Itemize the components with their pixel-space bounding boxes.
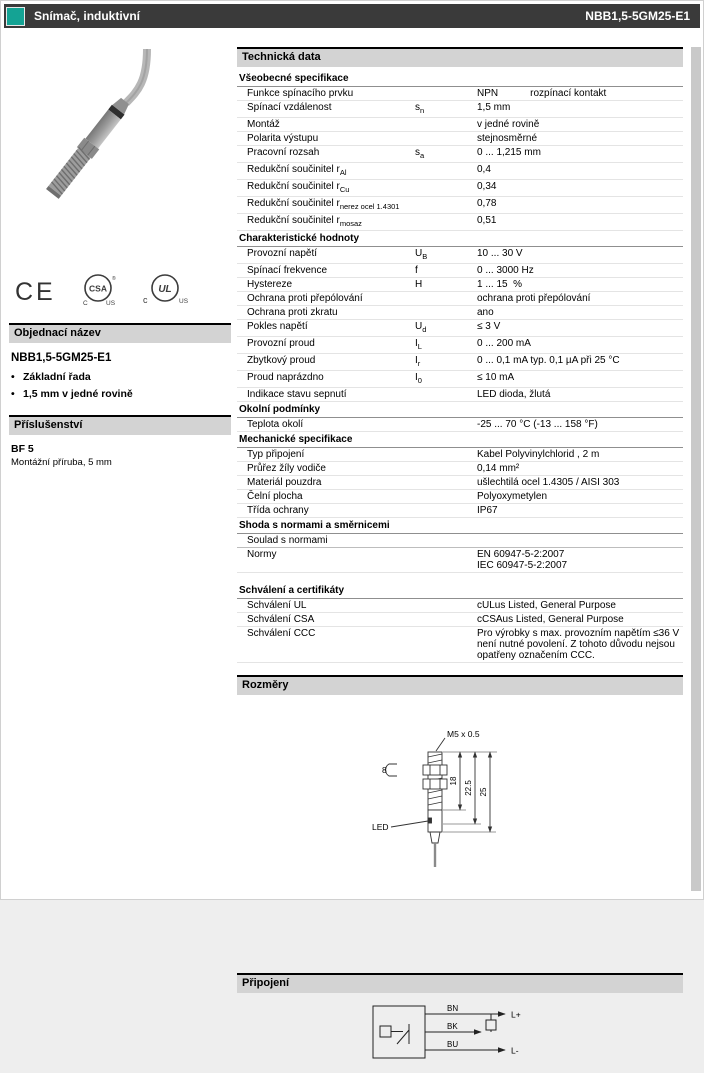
spec-symbol: f <box>415 265 418 276</box>
spec-value: ≤ 3 V <box>477 321 501 332</box>
spec-symbol <box>415 477 477 488</box>
spec-section-header: Schválení a certifikáty <box>237 583 683 599</box>
sensor-photo-graphic <box>9 47 231 259</box>
spec-value: v jedné rovině <box>477 119 540 130</box>
spec-section-header: Mechanické specifikace <box>237 432 683 448</box>
svg-text:US: US <box>105 300 115 307</box>
spec-symbol <box>415 419 477 430</box>
svg-text:BN: BN <box>447 1004 459 1013</box>
spec-symbol <box>415 491 477 502</box>
spec-symbol <box>415 88 477 99</box>
order-name-header: Objednací název <box>9 323 231 343</box>
svg-text:8: 8 <box>382 764 387 775</box>
spec-row <box>237 476 683 490</box>
bullet-dot-icon: • <box>11 388 15 400</box>
svg-text:18: 18 <box>449 776 458 785</box>
spec-symbol: $U_B$ <box>415 248 428 261</box>
svg-text:BU: BU <box>447 1040 459 1049</box>
spec-value <box>477 535 683 546</box>
spec-value: cCSAus Listed, General Purpose <box>477 614 624 625</box>
spec-value: stejnosměrné <box>477 133 538 144</box>
spec-label: Soulad s normami <box>247 535 328 546</box>
spec-row <box>237 613 683 627</box>
spec-value: 0 ... 3000 Hz <box>477 265 534 276</box>
spec-symbol: $I_r$ <box>415 355 421 368</box>
svg-text:22.5: 22.5 <box>464 779 473 796</box>
spec-value: 0,14 mm² <box>477 463 520 474</box>
spec-row <box>237 534 683 548</box>
spec-symbol: $s_n$ <box>415 102 425 115</box>
spec-symbol <box>415 449 477 460</box>
spec-row <box>237 264 683 278</box>
spec-label: Normy <box>247 549 277 560</box>
order-product-name: NBB1,5-5GM25-E1 <box>11 352 112 364</box>
spec-value: LED dioda, žlutá <box>477 389 551 400</box>
spec-row <box>237 146 683 163</box>
svg-text:c: c <box>142 295 148 305</box>
spec-section-header: Shoda s normami a směrnicemi <box>237 518 683 534</box>
spec-value: ušlechtilá ocel 1.4305 / AISI 303 <box>477 477 620 488</box>
spec-symbol <box>415 535 477 546</box>
spec-row <box>237 101 683 118</box>
spec-label: Redukční součinitel $r_{Cu}$ <box>247 181 350 194</box>
svg-text:UL: UL <box>158 284 172 295</box>
bullet-text: 1,5 mm v jedné rovině <box>23 388 133 400</box>
spec-row <box>237 462 683 476</box>
spec-label: Redukční součinitel $r_{nerez ocel 1.4301}$ <box>247 198 400 211</box>
dimension-graphic <box>335 717 585 952</box>
bullet-text: Základní řada <box>23 371 91 383</box>
svg-text:L+: L+ <box>511 1009 521 1020</box>
spec-label: Čelní plocha <box>247 491 303 502</box>
spec-value: cULus Listed, General Purpose <box>477 600 616 611</box>
page-title: Snímač, induktivní <box>34 9 141 23</box>
brand-square-icon <box>6 7 25 26</box>
spec-row <box>237 197 683 214</box>
spec-value: 0 ... 0,1 mA typ. 0,1 µA při 25 °C <box>477 355 620 366</box>
spec-label: Třída ochrany <box>247 505 309 516</box>
spec-row <box>237 118 683 132</box>
spec-value: ochrana proti přepólování <box>477 293 591 304</box>
spec-section-header: Charakteristické hodnoty <box>237 231 683 247</box>
spec-label: Redukční součinitel $r_{Al}$ <box>247 164 347 177</box>
accessory-name: BF 5 <box>11 443 34 455</box>
spec-row <box>237 132 683 146</box>
spec-label: Materiál pouzdra <box>247 477 322 488</box>
bullet-list <box>9 371 231 401</box>
spec-value: 1,5 mm <box>477 102 511 113</box>
spec-label: Montáž <box>247 119 280 130</box>
spec-label: Pokles napětí <box>247 321 308 332</box>
spec-label: Proud naprázdno <box>247 372 324 383</box>
spec-label: Schválení CSA <box>247 614 315 625</box>
spec-label: Provozní proud <box>247 338 315 349</box>
tech-table <box>237 71 683 663</box>
spec-symbol: $I_L$ <box>415 338 422 351</box>
spec-value: ano <box>477 307 494 318</box>
spec-label: Funkce spínacího prvku <box>247 88 354 99</box>
right-column <box>237 47 683 1073</box>
spec-row <box>237 214 683 231</box>
left-column <box>9 47 231 468</box>
spec-symbol: $U_d$ <box>415 321 427 334</box>
spec-symbol <box>415 119 477 130</box>
accessory-description: Montážní příruba, 5 mm <box>11 457 112 468</box>
spec-row <box>237 418 683 432</box>
spec-symbol <box>415 505 477 516</box>
spec-value: 10 ... 30 V <box>477 248 523 259</box>
spec-row <box>237 548 683 573</box>
accessories-header: Příslušenství <box>9 415 231 435</box>
spec-value: NPN rozpínací kontakt <box>477 88 607 99</box>
spec-value: 0,51 <box>477 215 497 226</box>
spec-row <box>237 247 683 264</box>
header-bar <box>4 4 700 28</box>
spec-symbol <box>415 133 477 144</box>
spec-label: Schválení UL <box>247 600 307 611</box>
svg-text:BK: BK <box>447 1022 458 1031</box>
dimensions-drawing <box>237 695 683 973</box>
spec-label: Redukční součinitel $r_{mosaz}$ <box>247 215 362 228</box>
spec-row <box>237 371 683 388</box>
feature-bullet <box>11 371 229 384</box>
spec-symbol <box>415 181 477 195</box>
spec-symbol <box>415 463 477 474</box>
spec-value: 0,34 <box>477 181 497 192</box>
spec-symbol <box>415 293 477 304</box>
feature-bullet <box>11 388 229 401</box>
spec-label: Hystereze <box>247 279 293 290</box>
spec-value: 1 ... 15 % <box>477 279 523 290</box>
spec-value: 0,4 <box>477 164 491 175</box>
spec-section-header: Okolní podmínky <box>237 402 683 418</box>
svg-text:M5 x 0.5: M5 x 0.5 <box>447 728 480 739</box>
spec-value-2: rozpínací kontakt <box>530 88 607 99</box>
spec-row <box>237 490 683 504</box>
svg-text:US: US <box>178 298 188 305</box>
spec-symbol <box>415 164 477 178</box>
dimensions-header: Rozměry <box>237 675 683 695</box>
spec-row <box>237 599 683 613</box>
svg-text:CSA: CSA <box>88 283 107 294</box>
spec-row <box>237 354 683 371</box>
spec-label: Pracovní rozsah <box>247 147 320 158</box>
product-number: NBB1,5-5GM25-E1 <box>585 9 690 23</box>
svg-text:25: 25 <box>479 787 488 796</box>
csa-mark-icon <box>82 273 116 307</box>
spec-value: 0,78 <box>477 198 497 209</box>
spec-symbol <box>415 549 477 571</box>
svg-text:®: ® <box>111 276 116 282</box>
spec-label: Spínací vzdálenost <box>247 102 332 113</box>
spec-label: Indikace stavu sepnutí <box>247 389 347 400</box>
spec-value: IP67 <box>477 505 498 516</box>
spec-row <box>237 627 683 663</box>
svg-text:LED: LED <box>372 821 389 832</box>
spec-symbol <box>415 600 477 611</box>
right-margin-strip <box>691 47 701 891</box>
spec-row <box>237 388 683 402</box>
spec-label: Polarita výstupu <box>247 133 319 144</box>
product-photo <box>9 47 231 259</box>
spec-symbol <box>415 614 477 625</box>
spec-label: Teplota okolí <box>247 419 304 430</box>
certification-marks <box>9 259 231 307</box>
svg-text:L-: L- <box>511 1045 519 1056</box>
spec-label: Spínací frekvence <box>247 265 328 276</box>
spec-row <box>237 448 683 462</box>
spec-value: EN 60947-5-2:2007 IEC 60947-5-2:2007 <box>477 549 568 571</box>
spec-row <box>237 306 683 320</box>
spec-row <box>237 320 683 337</box>
spec-symbol <box>415 389 477 400</box>
spec-label: Provozní napětí <box>247 248 318 259</box>
spec-symbol <box>415 628 477 661</box>
spec-row <box>237 504 683 518</box>
spec-label: Typ připojení <box>247 449 305 460</box>
spec-symbol <box>415 215 477 229</box>
spec-row <box>237 87 683 101</box>
connection-header: Připojení <box>237 973 683 993</box>
ce-mark-icon: CE <box>15 278 56 306</box>
spec-row <box>237 180 683 197</box>
spec-symbol: H <box>415 279 423 290</box>
spec-row <box>237 163 683 180</box>
spec-label: Průřez žíly vodiče <box>247 463 326 474</box>
spec-value: Kabel Polyvinylchlorid , 2 m <box>477 449 600 460</box>
svg-text:C: C <box>82 300 88 307</box>
spec-section-header: Všeobecné specifikace <box>237 71 683 87</box>
spec-value: -25 ... 70 °C (-13 ... 158 °F) <box>477 419 598 430</box>
spec-value: 0 ... 1,215 mm <box>477 147 541 158</box>
spec-symbol <box>415 307 477 318</box>
spec-label: Ochrana proti přepólování <box>247 293 363 304</box>
spec-value: 0 ... 200 mA <box>477 338 531 349</box>
spec-label: Schválení CCC <box>247 628 316 639</box>
spec-label: Ochrana proti zkratu <box>247 307 338 318</box>
culus-mark-icon <box>142 273 188 307</box>
spec-value: ≤ 10 mA <box>477 372 515 383</box>
connection-diagram <box>237 993 683 1073</box>
spec-value: Pro výrobky s max. provozním napětím ≤36 V není nutné povolení. Z tohoto důvodu nejsou opatřeny označením CCC. <box>477 628 683 661</box>
spec-symbol: $I_0$ <box>415 372 422 385</box>
spec-row <box>237 337 683 354</box>
spec-value: Polyoxymetylen <box>477 491 548 502</box>
spec-row <box>237 278 683 292</box>
technical-data-header: Technická data <box>237 47 683 67</box>
accessories-section <box>9 415 231 468</box>
spec-label: Zbytkový proud <box>247 355 316 366</box>
bullet-dot-icon: • <box>11 371 15 383</box>
spec-row <box>237 292 683 306</box>
spec-symbol <box>415 198 477 212</box>
connection-graphic <box>355 1000 565 1072</box>
spec-symbol: $s_a$ <box>415 147 425 160</box>
